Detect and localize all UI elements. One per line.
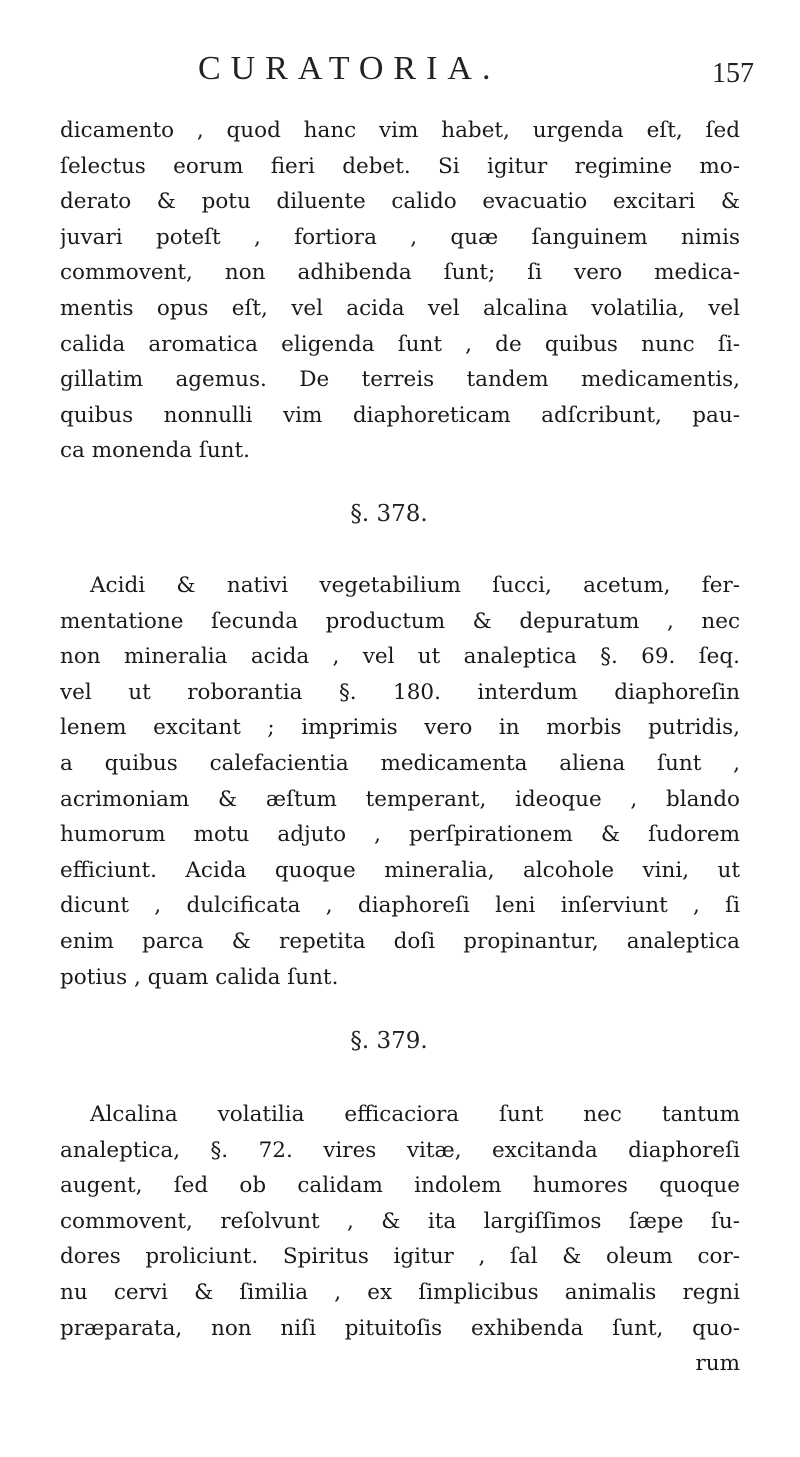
page-number: 157	[712, 58, 754, 89]
paragraph-1	[60, 113, 740, 469]
catchword: rum	[695, 1351, 740, 1377]
text-line: gillatim agemus. De terreis tandem medicamentis,	[60, 367, 740, 393]
text-line: acrimoniam & æſtum temperant, ideoque , blando	[60, 786, 740, 812]
text-line: humorum motu adjuto , perſpirationem & ſudorem	[60, 822, 740, 848]
text-line: ca monenda ſunt.	[60, 438, 250, 464]
text-line: potius , quam calida ſunt.	[60, 964, 339, 990]
section-mark-text: §. 378.	[350, 501, 428, 527]
text-line: analeptica, §. 72. vires vitæ, excitanda diaphoreſi	[60, 1137, 740, 1163]
text-line: non mineralia acida , vel ut analeptica §. 69. ſeq.	[60, 644, 740, 670]
text-line: dores proliciunt. Spiritus igitur , ſal & oleum cor-	[60, 1244, 740, 1270]
text-line: præparata, non niſi pituitoſis exhibenda ſunt, quo-	[60, 1315, 740, 1341]
text-line: juvari poteſt , fortiora , quæ ſanguinem nimis	[60, 224, 740, 250]
text-line: commovent, reſolvunt , & ita largiſſimos ſæpe ſu-	[60, 1208, 740, 1234]
section-heading-378	[0, 501, 800, 527]
paragraph-2	[60, 568, 740, 995]
text-line: efficiunt. Acida quoque mineralia, alcohole vini, ut	[60, 857, 740, 883]
text-line: augent, ſed ob calidam indolem humores quoque	[60, 1173, 740, 1199]
text-line: dicunt , dulcificata , diaphoreſi leni inſerviunt , ſi	[60, 893, 740, 919]
text-line: enim parca & repetita doſi propinantur, analeptica	[60, 928, 740, 954]
text-line: calida aromatica eligenda ſunt , de quibus nunc ſi-	[60, 331, 740, 357]
text-line: vel ut roborantia §. 180. interdum diaphoreſin	[60, 679, 740, 705]
text-line: mentatione ſecunda productum & depuratum , nec	[60, 608, 740, 634]
text-line: mentis opus eſt, vel acida vel alcalina volatilia, vel	[60, 295, 740, 321]
text-line: commovent, non adhibenda ſunt; ſi vero medica-	[60, 260, 740, 286]
section-heading-379	[0, 1028, 800, 1054]
text-line: Acidi & nativi vegetabilium ſucci, acetum, fer-	[90, 573, 740, 598]
header-title: CURATORIA.	[198, 50, 501, 87]
text-line: quibus nonnulli vim diaphoreticam adſcribunt, pau-	[60, 402, 740, 428]
text-line: dicamento , quod hanc vim habet, urgenda eſt, ſed	[60, 118, 740, 143]
running-head	[0, 50, 800, 100]
paragraph-3	[60, 1097, 740, 1382]
section-mark-text: §. 379.	[350, 1028, 428, 1054]
text-line: nu cervi & ſimilia , ex ſimplicibus animalis regni	[60, 1279, 740, 1305]
text-line: ſelectus eorum fieri debet. Si igitur regimine mo-	[60, 153, 740, 179]
text-line: a quibus calefacientia medicamenta aliena ſunt ,	[60, 750, 740, 776]
text-line: Alcalina volatilia efficaciora ſunt nec tantum	[90, 1102, 740, 1127]
text-line: derato & potu diluente calido evacuatio excitari &	[60, 189, 740, 215]
text-line: lenem excitant ; imprimis vero in morbis putridis,	[60, 715, 740, 741]
